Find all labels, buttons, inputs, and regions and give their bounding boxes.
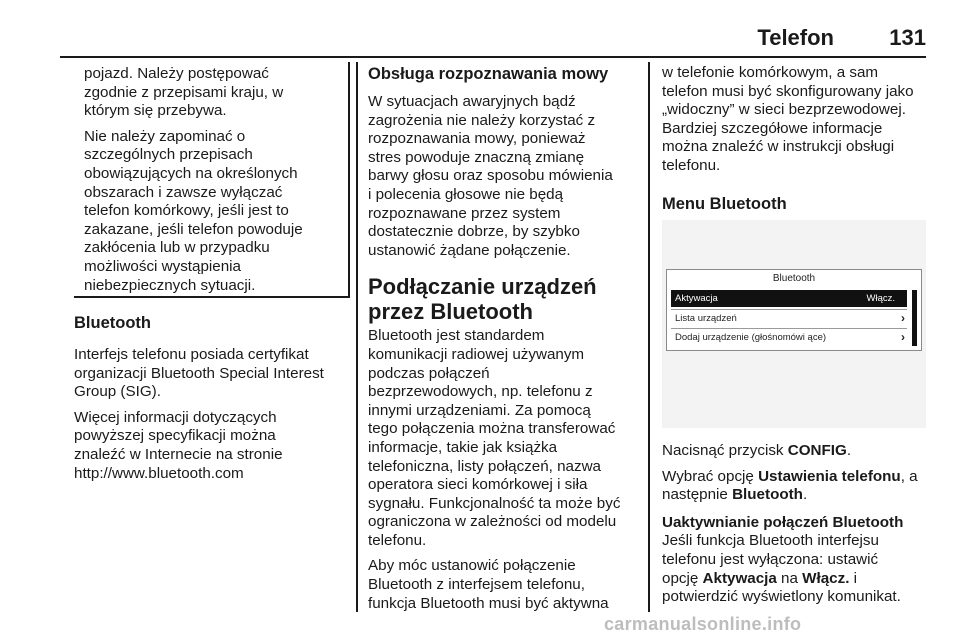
phone-settings-option: Ustawienia telefonu [758,467,901,485]
step-1-text: Nacisnąć przycisk [662,442,788,459]
bluetooth-option: Bluetooth [732,486,803,504]
menu-row-activation [671,290,907,307]
screen-title: Bluetooth [772,273,816,284]
menu-row-activation-value: Włącz. [866,293,895,304]
scrollbar [912,290,917,346]
activate-mid: na [776,569,803,587]
voice-recognition-paragraph: W sytuacjach awaryjnych bądź zagrożenia nie należy korzystać z rozpoznawania mowy, ponieważ stres powoduje znaczną zmianę barwy głosu oraz sposobu mówienia i polecenia głosowe nie będą rozpoznawane przez system dostatecznie dobrze, by szybko ustanowić żądane połączenie. [368,93,613,259]
bluetooth-connect-paragraph-1: Bluetooth jest standardem komunikacji radiowej używanym podczas połączeń bezprzewodowych, np. telefonu z innymi urządzeniami. Za pomocą tego połączenia można transferować informacje, takie jak książka telefoniczna, listy połączeń, nazwa operatora sieci komórkowej i siła sygnału. Funkcjonalność ta może być ograniczona w zależności od modelu telefonu. [368,327,621,549]
column-3 [662,64,930,227]
chevron-right-icon: › [901,330,905,344]
warning-paragraph-1: pojazd. Należy postępować zgodnie z przepisami kraju, w którym się przebywa. [84,65,284,120]
step-1 [662,442,930,461]
menu-row-device-list [671,309,907,327]
menu-row-activation-label: Aktywacja [675,293,718,304]
voice-recognition-heading: Obsługa rozpoznawania mowy [368,65,609,83]
bluetooth-menu-display [666,269,922,351]
activate-end: i potwierdzić wyświetlony komunikat. [662,569,901,606]
menu-row-add-device-label: Dodaj urządzenie (głośnomówi ące) [675,332,827,343]
step-2-text: Wybrać opcję [662,467,759,485]
continued-paragraph: w telefonie komórkowym, a sam telefon musi być skonfigurowany jako „widoczny” w sieci bezprzewodowej. Bardziej szczegółowe informacje można znaleźć w instrukcji obsługi telefonu. [662,64,914,174]
step-2-mid: , a następnie [662,467,918,504]
step-2 [662,468,930,505]
bluetooth-paragraph-1: Interfejs telefonu posiada certyfikat organizacji Bluetooth Special Interest Group (SIG). [74,346,324,401]
step-2-end: . [802,486,808,504]
header-rule [60,56,926,58]
activate-paragraph [662,532,930,606]
watermark: carmanualsonline.info [604,614,802,634]
column-2 [368,64,636,620]
bluetooth-section [74,313,352,490]
config-button-label: CONFIG [787,442,847,459]
warning-box [74,62,350,298]
chevron-right-icon: › [901,311,905,325]
column-divider-1 [356,62,358,612]
bluetooth-heading: Bluetooth [74,314,151,332]
bluetooth-menu-heading: Menu Bluetooth [662,194,787,213]
activate-heading: Uaktywnianie połączeń Bluetooth [662,513,904,531]
step-1-end: . [846,442,852,459]
page-title: Telefon [757,25,834,50]
bluetooth-connect-heading: Podłączanie urządzeń przez Bluetooth [368,274,597,325]
on-option: Włącz. [802,569,850,587]
menu-row-add-device [671,328,907,346]
bluetooth-connect-paragraph-2: Aby móc ustanowić połączenie Bluetooth z interfejsem telefonu, funkcja Bluetooth musi być aktywna [368,557,609,612]
warning-paragraph-2: Nie należy zapominać o szczególnych przepisach obowiązujących na określonych obszarach i zawsze wyłączać telefon komórkowy, jeśli jest to zakazane, jeśli telefon powoduje zakłócenia lub w przypadku możliwości wystąpienia niebezpiecznych sytuacji. [84,127,303,294]
bluetooth-paragraph-2: Więcej informacji dotyczących powyższej specyfikacji można znaleźć w Internecie na stronie http://www.bluetooth.com [74,408,283,482]
page-number: 131 [889,25,926,50]
activate-text: Jeśli funkcja Bluetooth interfejsu telefonu jest wyłączona: ustawić opcję [662,532,879,587]
column-divider-2 [648,62,650,612]
page-header [60,25,926,59]
activation-option: Aktywacja [702,569,777,587]
menu-row-device-list-label: Lista urządzeń [675,313,737,324]
bluetooth-menu-screenshot [662,220,926,428]
column-3-instructions [662,442,930,614]
